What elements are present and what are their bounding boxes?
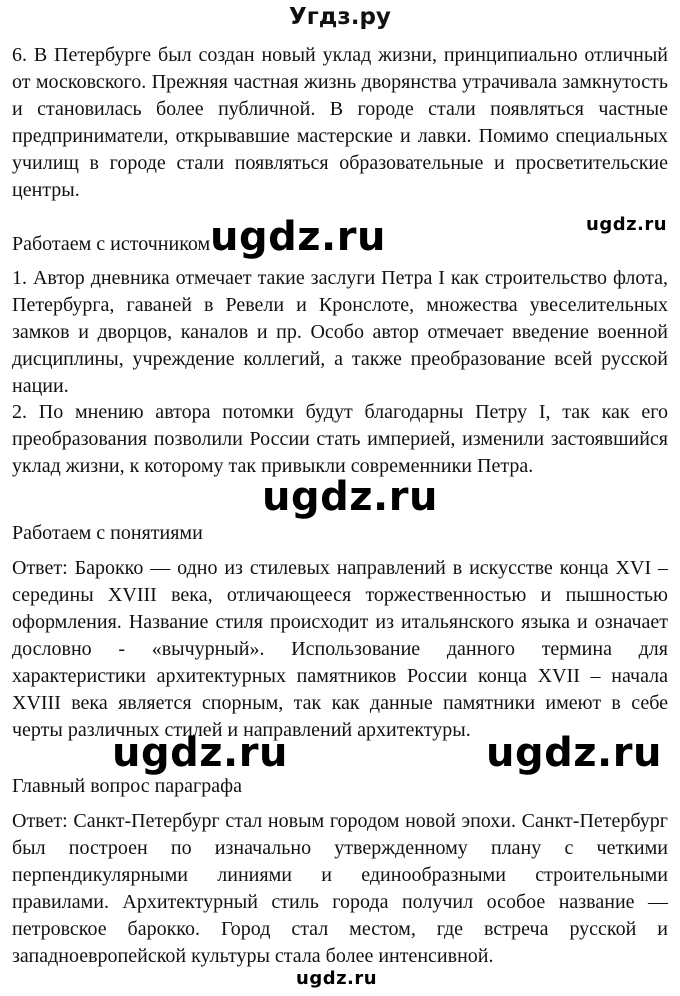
intro-paragraph: 6. В Петербурге был создан новый уклад жизни, принципиально отличный от московского. Прежняя частная жизнь дворянства утрачивала замкнутость и становилась более публичной. В городе стали появляться частные предприниматели, открывавшие мастерские и лавки. Помимо специальных училищ в городе стали появляться образовательные и просветительские центры. (12, 44, 668, 201)
watermark-large-1: ugdz.ru (210, 214, 386, 260)
concepts-heading: Работаем с понятиями (12, 522, 203, 544)
watermark-large-2: ugdz.ru (262, 474, 438, 520)
source-work-heading: Работаем с источником (12, 233, 211, 255)
main-question-heading: Главный вопрос параграфа (12, 775, 242, 797)
watermark-small-bottom: ugdz.ru (296, 968, 378, 989)
watermark-large-3: ugdz.ru (112, 730, 288, 776)
site-title: Угдз.ру (289, 4, 391, 30)
watermark-large-4: ugdz.ru (486, 730, 662, 776)
watermark-small-top-right: ugdz.ru (586, 214, 668, 235)
concepts-answer: Ответ: Барокко — одно из стилевых направлений в искусстве конца XVI – середины XVIII века, отличающееся торжественностью и пышностью оформления. Название стиля происходит из итальянского языка и означает дословно - «вычурный». Использование данного термина для характеристики архитектурных памятников России конца XVII – начала XVIII века является спорным, так как данные памятники имеют в себе черты различных стилей и направлений архитектуры. (12, 557, 668, 741)
source-work-item-1: 1. Автор дневника отмечает такие заслуги Петра I как строительство флота, Петербурга, гаваней в Ревели и Кронслоте, множества увеселительных замков и дворцов, каналов и пр. Особо автор отмечает введение военной дисциплины, учреждение коллегий, а также преобразование всей русской нации. (12, 267, 668, 397)
source-work-item-2: 2. По мнению автора потомки будут благодарны Петру I, так как его преобразования позволили России стать империей, изменили застоявшийся уклад жизни, к которому так привыкли современники Петра. (12, 401, 668, 477)
main-question-answer: Ответ: Санкт-Петербург стал новым городом новой эпохи. Санкт-Петербург был построен по изначально утвержденному плану с четкими перпендикулярными линиями и единообразными строительными правилами. Архитектурный стиль города получил особое название — петровское барокко. Город стал местом, где встреча русской и западноевропейской культуры стала более интенсивной. (12, 810, 668, 967)
